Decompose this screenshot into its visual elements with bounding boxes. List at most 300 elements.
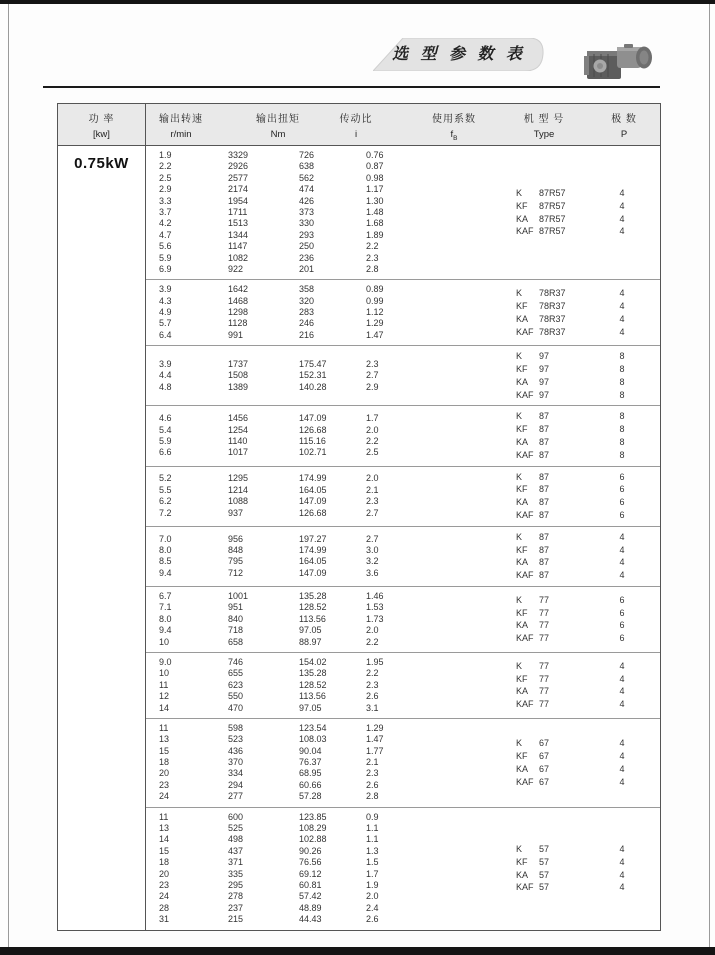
type-model: 87: [539, 531, 550, 542]
table-row: [146, 196, 492, 207]
pole-value: 4: [619, 686, 625, 697]
pole-value: 4: [619, 673, 625, 684]
pole-list: [600, 843, 644, 894]
ratio-value: 154.02: [299, 656, 327, 667]
speed-value: 9.4: [159, 567, 172, 578]
table-row: [146, 602, 492, 613]
ratio-value: 57.28: [299, 791, 322, 802]
table-row: [146, 880, 492, 891]
ratio-value: 164.05: [299, 484, 327, 495]
speed-value: 4.4: [159, 370, 172, 381]
ratio-value: 76.37: [299, 757, 322, 768]
table-row: [146, 823, 492, 834]
factor-value: 1.1: [366, 834, 379, 845]
ratio-value: 126.68: [299, 507, 327, 518]
type-model: 57: [539, 856, 550, 867]
torque-value: 1344: [228, 229, 249, 240]
torque-value: 1642: [228, 284, 249, 295]
ratio-value: 128.52: [299, 679, 327, 690]
type-model: 77: [539, 660, 550, 671]
speed-value: 3.9: [159, 358, 172, 369]
speed-value: 3.9: [159, 284, 172, 295]
factor-value: 1.77: [366, 745, 384, 756]
torque-value: 3329: [228, 150, 249, 160]
type-prefix: KF: [516, 673, 528, 684]
speed-value: 5.2: [159, 473, 172, 484]
type-prefix: KF: [516, 750, 528, 761]
speed-value: 5.9: [159, 436, 172, 447]
type-model: 67: [539, 763, 550, 774]
type-model: 78R37: [539, 313, 566, 324]
type-model: 78R37: [539, 288, 566, 299]
ratio-value: 135.28: [299, 591, 327, 601]
pole-list: [600, 594, 644, 645]
factor-value: 2.7: [366, 533, 379, 544]
pole-value: 4: [619, 763, 625, 774]
type-entry: [516, 531, 596, 544]
pole-value: 4: [619, 738, 625, 749]
factor-value: 1.73: [366, 613, 384, 624]
type-entry: [516, 449, 596, 462]
ratio-value: 102.71: [299, 447, 327, 458]
torque-value: 840: [228, 613, 244, 624]
type-model: 77: [539, 620, 550, 631]
type-prefix: KAF: [516, 226, 534, 237]
factor-value: 1.68: [366, 218, 384, 229]
table-row: [146, 734, 492, 745]
torque-value: 1295: [228, 473, 249, 484]
factor-value: 1.53: [366, 602, 384, 613]
type-prefix: KF: [516, 424, 528, 435]
type-model: 57: [539, 882, 550, 893]
type-list: [516, 737, 596, 788]
table-row: [146, 413, 492, 424]
speed-value: 6.9: [159, 263, 172, 274]
torque-value: 2577: [228, 172, 249, 183]
pole-value: 4: [619, 326, 625, 337]
header-ratio: [311, 110, 401, 140]
table-row: [146, 534, 492, 545]
factor-value: 1.47: [366, 329, 384, 340]
table-row: [146, 768, 492, 779]
header-speed: [136, 110, 226, 140]
type-model: 87R57: [539, 213, 566, 224]
gearmotor-photo: [584, 42, 658, 82]
speed-value: 24: [159, 791, 170, 802]
table-row: [146, 382, 492, 393]
pole-value: 6: [619, 607, 625, 618]
type-prefix: KF: [516, 607, 528, 618]
factor-value: 1.7: [366, 868, 379, 879]
pole-value: 4: [619, 882, 625, 893]
pole-list: [600, 187, 644, 238]
type-model: 77: [539, 673, 550, 684]
torque-value: 951: [228, 602, 244, 613]
ratio-value: 246: [299, 318, 315, 329]
pole-list: [600, 350, 644, 401]
ratio-value: 113.56: [299, 613, 326, 624]
factor-value: 2.6: [366, 691, 379, 702]
torque-value: 2174: [228, 184, 249, 195]
table-row: [146, 746, 492, 757]
torque-value: 1254: [228, 424, 249, 435]
ratio-value: 48.89: [299, 902, 322, 913]
factor-value: 2.8: [366, 263, 379, 274]
torque-value: 937: [228, 507, 244, 518]
table-row: [146, 264, 492, 275]
table-row: [146, 668, 492, 679]
type-entry: [516, 483, 596, 496]
type-model: 77: [539, 686, 550, 697]
header-factor: [409, 110, 499, 142]
block-rows: [146, 591, 492, 648]
type-prefix: KAF: [516, 633, 534, 644]
type-prefix: KF: [516, 544, 528, 555]
speed-value: 5.7: [159, 318, 172, 329]
ratio-value: 330: [299, 218, 315, 229]
type-prefix: KAF: [516, 882, 534, 893]
type-entry: [516, 619, 596, 632]
torque-value: 1954: [228, 195, 249, 206]
factor-value: 1.12: [366, 307, 384, 318]
torque-value: 295: [228, 879, 244, 890]
type-model: 97: [539, 389, 550, 400]
type-entry: [516, 200, 596, 213]
torque-value: 1082: [228, 252, 249, 263]
ratio-value: 60.66: [299, 779, 322, 790]
table-row: [146, 296, 492, 307]
ratio-value: 283: [299, 307, 315, 318]
type-entry: [516, 843, 596, 856]
type-prefix: KAF: [516, 389, 534, 400]
table-row: [146, 218, 492, 229]
speed-value: 14: [159, 834, 170, 845]
ratio-value: 102.88: [299, 834, 327, 845]
table-row: [146, 914, 492, 925]
table-row: [146, 307, 492, 318]
type-list: [516, 843, 596, 894]
pole-value: 4: [619, 570, 625, 581]
table-row: [146, 723, 492, 734]
torque-value: 1017: [228, 447, 249, 458]
speed-value: 23: [159, 879, 170, 890]
table-body: [58, 146, 660, 930]
speed-value: 2.9: [159, 184, 172, 195]
table-row: [146, 425, 492, 436]
type-prefix: KAF: [516, 326, 534, 337]
speed-value: 10: [159, 636, 170, 647]
factor-value: 0.76: [366, 150, 384, 160]
factor-value: 1.29: [366, 722, 384, 733]
torque-value: 658: [228, 636, 244, 647]
type-entry: [516, 423, 596, 436]
type-model: 87: [539, 497, 550, 508]
pole-value: 6: [619, 633, 625, 644]
torque-value: 655: [228, 668, 244, 679]
pole-value: 4: [619, 200, 625, 211]
ratio-value: 358: [299, 284, 315, 295]
ratio-value: 57.42: [299, 891, 322, 902]
type-model: 97: [539, 376, 550, 387]
pole-value: 4: [619, 856, 625, 867]
table-row: [146, 691, 492, 702]
factor-value: 1.29: [366, 318, 384, 329]
speed-value: 4.6: [159, 413, 172, 424]
type-model: 67: [539, 776, 550, 787]
type-prefix: K: [516, 188, 523, 199]
type-model: 57: [539, 844, 550, 854]
speed-value: 11: [159, 811, 169, 822]
pole-value: 4: [619, 226, 625, 237]
torque-value: 1128: [228, 318, 248, 329]
type-prefix: KF: [516, 484, 528, 495]
table-row: [146, 556, 492, 567]
speed-value: 12: [159, 691, 170, 702]
factor-value: 1.17: [366, 184, 384, 195]
factor-value: 1.46: [366, 591, 384, 601]
table-row: [146, 812, 492, 823]
speed-value: 5.6: [159, 241, 172, 252]
torque-value: 1214: [228, 484, 249, 495]
pole-value: 4: [619, 300, 625, 311]
table-row: [146, 447, 492, 458]
ratio-value: 197.27: [299, 533, 327, 544]
factor-value: 2.3: [366, 496, 379, 507]
factor-value: 2.3: [366, 679, 379, 690]
speed-value: 23: [159, 779, 170, 790]
header-type-label: 机 型 号: [523, 114, 565, 125]
factor-value: 2.2: [366, 668, 379, 679]
torque-value: 1147: [228, 241, 248, 252]
torque-value: 237: [228, 902, 244, 913]
speed-value: 2.5: [159, 172, 172, 183]
table-row: [146, 473, 492, 484]
type-prefix: K: [516, 351, 523, 362]
header-torque-unit: Nm: [270, 129, 286, 140]
header-poles-unit: P: [620, 129, 628, 140]
torque-value: 215: [228, 914, 244, 925]
table-row: [146, 625, 492, 636]
torque-value: 437: [228, 845, 244, 856]
ratio-value: 128.52: [299, 602, 327, 613]
torque-value: 436: [228, 745, 244, 756]
type-entry: [516, 326, 596, 339]
speed-value: 24: [159, 891, 170, 902]
factor-value: 1.47: [366, 734, 384, 745]
block-rows: [146, 534, 492, 580]
page-bottom-border: [0, 947, 715, 955]
type-list: [516, 410, 596, 461]
factor-value: 1.89: [366, 229, 384, 240]
factor-value: 1.5: [366, 857, 379, 868]
speed-value: 9.0: [159, 656, 172, 667]
type-prefix: KA: [516, 763, 529, 774]
table-row: [146, 359, 492, 370]
torque-value: 470: [228, 702, 244, 713]
ratio-value: 123.54: [299, 722, 327, 733]
header-power-label: 功 率: [88, 114, 115, 125]
type-prefix: KF: [516, 300, 528, 311]
table-row: [146, 496, 492, 507]
factor-value: 2.1: [366, 757, 379, 768]
speed-value: 14: [159, 702, 170, 713]
type-model: 87: [539, 510, 550, 521]
pole-value: 8: [619, 437, 625, 448]
type-entry: [516, 685, 596, 698]
pole-list: [600, 660, 644, 711]
type-model: 87: [539, 411, 550, 422]
header-torque: [233, 110, 323, 140]
type-model: 87: [539, 437, 550, 448]
type-entry: [516, 436, 596, 449]
type-prefix: K: [516, 738, 523, 749]
gearmotor-icon: [584, 42, 658, 82]
pole-value: 4: [619, 557, 625, 568]
table-row: [146, 173, 492, 184]
ratio-value: 113.56: [299, 691, 326, 702]
factor-value: 2.2: [366, 241, 379, 252]
torque-value: 1513: [228, 218, 249, 229]
pole-value: 6: [619, 471, 625, 482]
type-model: 87R57: [539, 226, 566, 237]
torque-value: 623: [228, 679, 244, 690]
type-entry: [516, 213, 596, 226]
header-power: [58, 104, 146, 145]
type-entry: [516, 287, 596, 300]
factor-value: 0.99: [366, 295, 384, 306]
type-model: 87: [539, 570, 550, 581]
table-row: [146, 903, 492, 914]
ratio-value: 97.05: [299, 702, 322, 713]
torque-value: 370: [228, 757, 244, 768]
block-rows: [146, 723, 492, 803]
torque-value: 795: [228, 556, 244, 567]
ratio-value: 76.56: [299, 857, 322, 868]
spec-block: [146, 146, 660, 279]
table-row: [146, 591, 492, 602]
type-model: 77: [539, 633, 550, 644]
ratio-value: 216: [299, 329, 315, 340]
type-entry: [516, 869, 596, 882]
spec-block: [146, 466, 660, 526]
ratio-value: 88.97: [299, 636, 322, 647]
type-model: 87: [539, 557, 550, 568]
speed-value: 4.8: [159, 381, 172, 392]
factor-value: 1.95: [366, 656, 384, 667]
ratio-value: 426: [299, 195, 315, 206]
ratio-value: 147.09: [299, 496, 327, 507]
block-rows: [146, 657, 492, 714]
speed-value: 4.7: [159, 229, 172, 240]
header-ratio-label: 传动比: [339, 114, 373, 125]
spec-block: [146, 279, 660, 345]
pole-value: 8: [619, 351, 625, 362]
type-entry: [516, 881, 596, 894]
type-entry: [516, 556, 596, 569]
speed-value: 31: [159, 914, 170, 925]
type-entry: [516, 660, 596, 673]
factor-value: 3.2: [366, 556, 379, 567]
table-row: [146, 508, 492, 519]
speed-value: 3.7: [159, 206, 172, 217]
table-row: [146, 207, 492, 218]
type-prefix: K: [516, 288, 523, 299]
type-entry: [516, 313, 596, 326]
table-row: [146, 150, 492, 161]
table-row: [146, 703, 492, 714]
factor-value: 3.0: [366, 545, 379, 556]
factor-value: 2.7: [366, 370, 379, 381]
factor-value: 3.6: [366, 567, 379, 578]
spec-block: [146, 807, 660, 930]
pole-value: 8: [619, 376, 625, 387]
type-entry: [516, 496, 596, 509]
type-prefix: KAF: [516, 510, 534, 521]
type-model: 87: [539, 484, 550, 495]
factor-value: 2.6: [366, 914, 379, 925]
pole-list: [600, 531, 644, 582]
type-prefix: KA: [516, 313, 529, 324]
header-poles-label: 极 数: [611, 114, 637, 125]
type-prefix: KAF: [516, 776, 534, 787]
torque-value: 335: [228, 868, 244, 879]
ratio-value: 638: [299, 161, 315, 172]
speed-value: 18: [159, 857, 170, 868]
torque-value: 523: [228, 734, 244, 745]
torque-value: 277: [228, 791, 244, 802]
torque-value: 1298: [228, 307, 249, 318]
torque-value: 1456: [228, 413, 249, 424]
block-rows: [146, 359, 492, 393]
factor-value: 2.4: [366, 902, 379, 913]
page-top-border: [0, 0, 715, 4]
table-row: [146, 680, 492, 691]
type-entry: [516, 410, 596, 423]
pole-value: 6: [619, 497, 625, 508]
factor-value: 2.3: [366, 252, 379, 263]
factor-value: 1.9: [366, 879, 379, 890]
speed-value: 5.9: [159, 252, 172, 263]
table-row: [146, 545, 492, 556]
table-row: [146, 230, 492, 241]
speed-value: 6.4: [159, 329, 172, 340]
speed-value: 15: [159, 845, 170, 856]
header-poles: [579, 110, 669, 140]
factor-value: 3.1: [366, 702, 379, 713]
ratio-value: 123.85: [299, 811, 327, 822]
torque-value: 598: [228, 722, 244, 733]
factor-value: 1.7: [366, 413, 379, 424]
ratio-value: 140.28: [299, 381, 327, 392]
type-entry: [516, 471, 596, 484]
type-entry: [516, 632, 596, 645]
type-entry: [516, 594, 596, 607]
type-model: 87R57: [539, 188, 566, 199]
ratio-value: 164.05: [299, 556, 327, 567]
speed-value: 4.3: [159, 295, 172, 306]
table-row: [146, 857, 492, 868]
speed-value: 5.4: [159, 424, 172, 435]
table-row: [146, 568, 492, 579]
pole-value: 8: [619, 364, 625, 375]
speed-value: 8.0: [159, 545, 172, 556]
pole-value: 4: [619, 869, 625, 880]
torque-value: 600: [228, 811, 244, 822]
spec-block: [146, 526, 660, 586]
factor-value: 1.3: [366, 845, 379, 856]
table-row: [146, 891, 492, 902]
table-row: [146, 869, 492, 880]
